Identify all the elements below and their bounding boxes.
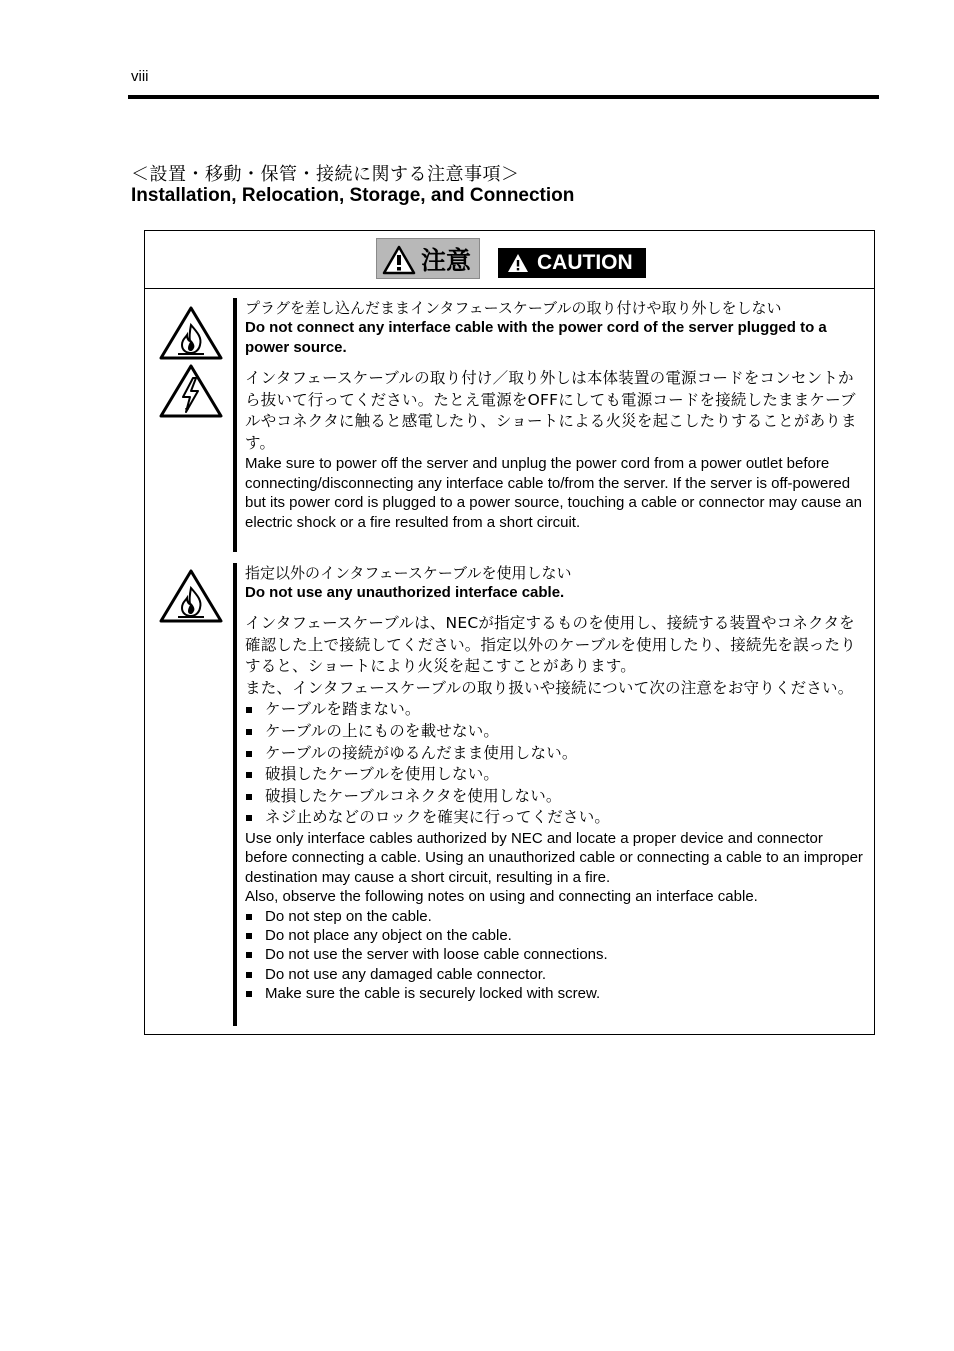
item-title-jp: プラグを差し込んだままインタフェースケーブルの取り付けや取り外しをしない <box>245 299 782 317</box>
list-item: ケーブルの接続がゆるんだまま使用しない。 <box>245 743 865 765</box>
header-rule <box>128 95 879 99</box>
section-heading-en: Installation, Relocation, Storage, and Connection <box>131 185 575 206</box>
item-body-jp: また、インタフェースケーブルの取り扱いや接続について次の注意をお守りください。 <box>245 678 854 697</box>
list-item: ケーブルの上にものを載せない。 <box>245 721 865 743</box>
caution-box <box>144 230 875 1035</box>
caution-item-1 <box>245 299 865 532</box>
item-title-jp: 指定以外のインタフェースケーブルを使用しない <box>245 564 572 582</box>
list-item: 破損したケーブルを使用しない。 <box>245 764 865 786</box>
list-item: Make sure the cable is securely locked with screw. <box>245 984 865 1003</box>
list-item: 破損したケーブルコネクタを使用しない。 <box>245 786 865 808</box>
caution-label: CAUTION <box>537 251 633 274</box>
item-body-jp: インタフェースケーブルの取り付け／取り外しは本体装置の電源コードをコンセントから抜いて行ってください。たとえ電源をOFFにしても電源コードを接続したままケーブルやコネクタに触ると感電したり、ショートによる火災を起こしたりすることがあります。 <box>245 369 857 452</box>
item-bar <box>233 298 237 552</box>
item-title-en: Do not connect any interface cable with the power cord of the server plugged to a power source. <box>245 319 827 356</box>
item-body-en: Make sure to power off the server and unplug the power cord from a power outlet before connecting/disconnecting any interface cable to/from the server. If the server is off-powered but its power cord is plugged to a power source, touching a cable or connector may cause an electric shock or a fire resulted from a short circuit. <box>245 455 863 531</box>
section-heading-jp: ＜設置・移動・保管・接続に関する注意事項＞ <box>131 164 520 185</box>
electric-shock-warning-icon <box>158 363 224 419</box>
list-item: Do not use the server with loose cable connections. <box>245 945 865 964</box>
item-title-en: Do not use any unauthorized interface cable. <box>245 584 565 601</box>
fire-warning-icon <box>158 305 224 361</box>
bullet-list-jp <box>245 699 865 829</box>
chuui-label: 注意 <box>421 246 472 275</box>
fire-warning-icon <box>158 568 224 624</box>
item-body-jp: インタフェースケーブルは、NECが指定するものを使用し、接続する装置やコネクタを確認した上で接続してください。指定以外のケーブルを使用したり、接続先を誤ったりすると、ショートにより火災を起こすことがあります。 <box>245 614 856 676</box>
item-body-en: Also, observe the following notes on using and connecting an interface cable. <box>245 888 758 906</box>
list-item: Do not step on the cable. <box>245 907 865 926</box>
list-item: Do not use any damaged cable connector. <box>245 965 865 984</box>
item-bar <box>233 563 237 1026</box>
list-item: Do not place any object on the cable. <box>245 926 865 945</box>
chuui-badge <box>376 238 480 279</box>
caution-item-2 <box>245 564 865 1004</box>
warning-triangle-icon <box>382 245 416 275</box>
warning-triangle-icon <box>507 253 529 273</box>
bullet-list-en <box>245 907 865 1004</box>
page-number: viii <box>131 68 149 85</box>
item-body-en: Use only interface cables authorized by NEC and locate a proper device and connector before connecting a cable. Using an unauthorized cable or connecting a cable to an improper destination may cause a short circuit, resulting in a fire. <box>245 829 863 886</box>
list-item: ネジ止めなどのロックを確実に行ってください。 <box>245 807 865 829</box>
caution-header <box>145 231 874 289</box>
caution-badge <box>498 248 646 278</box>
list-item: ケーブルを踏まない。 <box>245 699 865 721</box>
